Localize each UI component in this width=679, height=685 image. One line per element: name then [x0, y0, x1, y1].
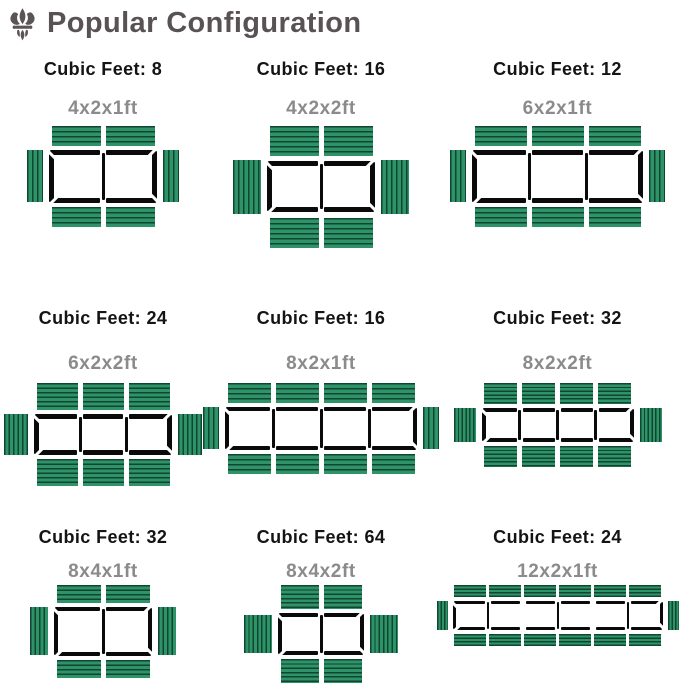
frame-divider	[556, 410, 559, 440]
bottom-panel	[270, 218, 319, 248]
bottom-panel-row	[454, 634, 661, 646]
right-side-panel	[668, 601, 679, 630]
frame-board-top	[483, 408, 517, 412]
bed-diagram	[203, 383, 439, 474]
frame-board-bottom	[561, 627, 590, 630]
planter-frame	[453, 601, 663, 630]
right-side-panel	[178, 414, 202, 455]
middle-row	[437, 601, 679, 630]
bottom-panel	[228, 454, 271, 474]
frame-board-top	[276, 407, 318, 411]
frame-board-top	[55, 607, 100, 611]
bottom-panel	[598, 446, 631, 467]
planter-frame	[225, 407, 417, 450]
configuration-cell	[206, 45, 436, 290]
bottom-panel	[629, 634, 661, 646]
middle-row	[4, 414, 202, 455]
configuration-cell	[206, 290, 436, 515]
bottom-panel	[106, 660, 150, 678]
bottom-panel	[324, 218, 373, 248]
bottom-panel	[324, 659, 362, 683]
frame-divider	[487, 602, 489, 629]
top-panel	[83, 383, 124, 410]
bottom-panel-row	[281, 659, 362, 683]
bottom-panel	[489, 634, 521, 646]
top-panel-row	[475, 126, 641, 146]
middle-row	[233, 160, 409, 214]
configuration-cell	[0, 290, 206, 515]
frame-board-bottom	[526, 627, 555, 630]
frame-board-top	[279, 613, 318, 617]
page-title: Popular Configuration	[47, 7, 362, 40]
dimension-label: 6x2x1ft	[522, 97, 593, 119]
top-panel	[276, 383, 319, 403]
frame-board-top	[324, 407, 366, 411]
bottom-panel-row	[484, 446, 631, 467]
frame-divider	[627, 602, 629, 629]
right-side-panel	[163, 150, 179, 202]
top-panel	[589, 126, 641, 146]
frame-divider	[585, 153, 588, 200]
frame-divider	[594, 410, 597, 440]
top-panel	[559, 585, 591, 597]
top-panel-row	[281, 585, 362, 609]
configuration-cell	[0, 515, 206, 685]
top-panel	[629, 585, 661, 597]
top-panel	[324, 126, 373, 156]
middle-row	[244, 613, 398, 655]
bed-diagram	[4, 383, 202, 486]
configuration-cell	[436, 290, 679, 515]
bottom-panel-row	[228, 454, 415, 474]
left-side-panel	[450, 150, 466, 202]
frame-divider	[102, 153, 105, 200]
right-side-panel	[640, 408, 662, 442]
frame-divider	[368, 409, 371, 448]
frame-divider	[557, 602, 559, 629]
right-side-panel	[158, 607, 176, 655]
bottom-panel	[454, 634, 486, 646]
frame-board-right	[638, 151, 643, 202]
left-side-panel	[27, 150, 43, 202]
right-side-panel	[649, 150, 665, 202]
frame-board-top	[491, 601, 520, 604]
bed-diagram	[450, 126, 665, 227]
frame-board-top	[561, 601, 590, 604]
cubic-feet-label: Cubic Feet: 32	[493, 308, 622, 328]
frame-board-bottom	[276, 446, 318, 450]
bed-diagram	[454, 383, 662, 467]
top-panel	[598, 383, 631, 404]
top-panel	[372, 383, 415, 403]
fleur-de-lis-icon	[7, 5, 38, 44]
configuration-cell	[436, 45, 679, 290]
bed-diagram	[30, 585, 176, 678]
dimension-label: 6x2x2ft	[68, 352, 138, 374]
left-side-panel	[244, 615, 272, 653]
frame-board-top	[532, 150, 583, 155]
frame-divider	[125, 417, 128, 452]
dimension-label: 12x2x1ft	[517, 560, 598, 582]
frame-divider	[79, 417, 82, 452]
bed-diagram	[27, 126, 179, 227]
bottom-panel	[324, 454, 367, 474]
top-panel-row	[57, 585, 150, 603]
bed-diagram	[244, 585, 398, 683]
dimension-label: 8x4x2ft	[286, 560, 356, 582]
top-panel-row	[52, 126, 155, 146]
frame-board-top	[473, 150, 526, 155]
frame-divider	[518, 410, 521, 440]
bed-diagram	[437, 585, 679, 646]
bottom-panel	[37, 459, 78, 486]
frame-board-top	[83, 414, 123, 419]
planter-frame	[482, 408, 634, 442]
frame-board-bottom	[226, 446, 270, 450]
bottom-panel	[559, 634, 591, 646]
bottom-panel	[560, 446, 593, 467]
frame-divider	[528, 153, 531, 200]
planter-frame	[49, 150, 157, 203]
dimension-label: 8x4x1ft	[68, 560, 138, 582]
frame-board-top	[526, 601, 555, 604]
top-panel	[560, 383, 593, 404]
top-panel	[52, 126, 101, 146]
frame-board-bottom	[83, 450, 123, 455]
cubic-feet-label: Cubic Feet: 64	[256, 527, 386, 547]
middle-row	[27, 150, 179, 203]
cubic-feet-label: Cubic Feet: 16	[256, 59, 386, 79]
cubic-feet-label: Cubic Feet: 32	[38, 527, 168, 547]
bottom-panel	[522, 446, 555, 467]
middle-row	[454, 408, 662, 442]
top-panel	[532, 126, 584, 146]
top-panel	[281, 585, 319, 609]
bottom-panel	[524, 634, 556, 646]
bottom-panel	[484, 446, 517, 467]
top-panel	[270, 126, 319, 156]
top-panel	[228, 383, 271, 403]
bottom-panel	[83, 459, 124, 486]
configuration-cell	[436, 515, 679, 685]
left-side-panel	[4, 414, 28, 455]
left-side-panel	[203, 407, 219, 449]
left-side-panel	[233, 160, 261, 214]
bottom-panel-row	[37, 459, 170, 486]
dimension-label: 8x2x1ft	[286, 352, 356, 374]
frame-board-bottom	[596, 627, 625, 630]
left-side-panel	[454, 408, 476, 442]
frame-divider	[320, 409, 323, 448]
planter-frame	[472, 150, 643, 203]
frame-board-right	[152, 151, 157, 202]
bottom-panel	[276, 454, 319, 474]
frame-board-bottom	[324, 651, 363, 655]
bottom-panel-row	[475, 207, 641, 227]
top-panel-row	[454, 585, 661, 597]
dimension-label: 4x2x2ft	[286, 97, 356, 119]
frame-board-bottom	[599, 438, 633, 442]
dimension-label: 4x2x1ft	[68, 97, 138, 119]
right-side-panel	[381, 160, 409, 214]
cubic-feet-label: Cubic Feet: 24	[38, 308, 168, 328]
frame-board-bottom	[50, 198, 100, 203]
frame-board-bottom	[106, 652, 151, 656]
frame-board-bottom	[473, 198, 526, 203]
frame-board-top	[50, 150, 100, 155]
bottom-panel	[475, 207, 527, 227]
frame-board-top	[268, 161, 318, 166]
planter-frame	[34, 414, 172, 455]
frame-board-top	[454, 601, 485, 604]
top-panel	[324, 383, 367, 403]
frame-divider	[320, 615, 323, 653]
bottom-panel	[372, 454, 415, 474]
top-panel-row	[270, 126, 373, 156]
top-panel	[454, 585, 486, 597]
frame-divider	[272, 409, 275, 448]
bottom-panel	[52, 207, 101, 227]
frame-board-bottom	[324, 446, 366, 450]
frame-board-top	[561, 408, 593, 412]
bottom-panel	[281, 659, 319, 683]
middle-row	[450, 150, 665, 203]
top-panel	[475, 126, 527, 146]
frame-board-bottom	[324, 207, 374, 212]
configuration-grid	[0, 45, 679, 685]
frame-board-bottom	[532, 198, 583, 203]
cubic-feet-label: Cubic Feet: 16	[256, 308, 386, 328]
middle-row	[203, 407, 439, 450]
frame-board-top	[35, 414, 77, 419]
page-header	[0, 0, 679, 45]
planter-frame	[54, 607, 152, 656]
middle-row	[30, 607, 176, 656]
top-panel	[594, 585, 626, 597]
bottom-panel-row	[57, 660, 150, 678]
frame-board-bottom	[372, 446, 416, 450]
bottom-panel-row	[270, 218, 373, 248]
top-panel-row	[484, 383, 631, 404]
planter-frame	[278, 613, 364, 655]
right-side-panel	[370, 615, 398, 653]
top-panel	[324, 585, 362, 609]
bottom-panel	[532, 207, 584, 227]
frame-board-bottom	[106, 198, 156, 203]
configuration-cell	[0, 45, 206, 290]
frame-board-bottom	[523, 438, 555, 442]
configuration-cell	[206, 515, 436, 685]
frame-board-bottom	[55, 652, 100, 656]
dimension-label: 8x2x2ft	[522, 352, 593, 374]
bottom-panel	[589, 207, 641, 227]
frame-board-bottom	[589, 198, 642, 203]
frame-divider	[320, 164, 323, 209]
bottom-panel	[106, 207, 155, 227]
left-side-panel	[437, 601, 448, 630]
top-panel-row	[228, 383, 415, 403]
cubic-feet-label: Cubic Feet: 8	[43, 59, 163, 79]
bottom-panel	[129, 459, 170, 486]
frame-board-bottom	[129, 450, 171, 455]
bottom-panel	[57, 660, 101, 678]
frame-divider	[102, 609, 105, 654]
frame-board-top	[596, 601, 625, 604]
top-panel	[106, 585, 150, 603]
top-panel-row	[37, 383, 170, 410]
top-panel	[484, 383, 517, 404]
top-panel	[129, 383, 170, 410]
bottom-panel-row	[52, 207, 155, 227]
planter-frame	[267, 161, 375, 212]
top-panel	[57, 585, 101, 603]
frame-board-top	[226, 407, 270, 411]
top-panel	[37, 383, 78, 410]
frame-board-top	[523, 408, 555, 412]
top-panel	[489, 585, 521, 597]
left-side-panel	[30, 607, 48, 655]
frame-board-right	[148, 608, 152, 655]
cubic-feet-label: Cubic Feet: 12	[493, 59, 622, 79]
frame-board-bottom	[561, 438, 593, 442]
frame-board-bottom	[268, 207, 318, 212]
bed-diagram	[233, 126, 409, 248]
bottom-panel	[594, 634, 626, 646]
frame-board-bottom	[631, 627, 662, 630]
cubic-feet-label: Cubic Feet: 24	[493, 527, 622, 547]
top-panel	[106, 126, 155, 146]
frame-board-bottom	[491, 627, 520, 630]
top-panel	[524, 585, 556, 597]
top-panel	[522, 383, 555, 404]
